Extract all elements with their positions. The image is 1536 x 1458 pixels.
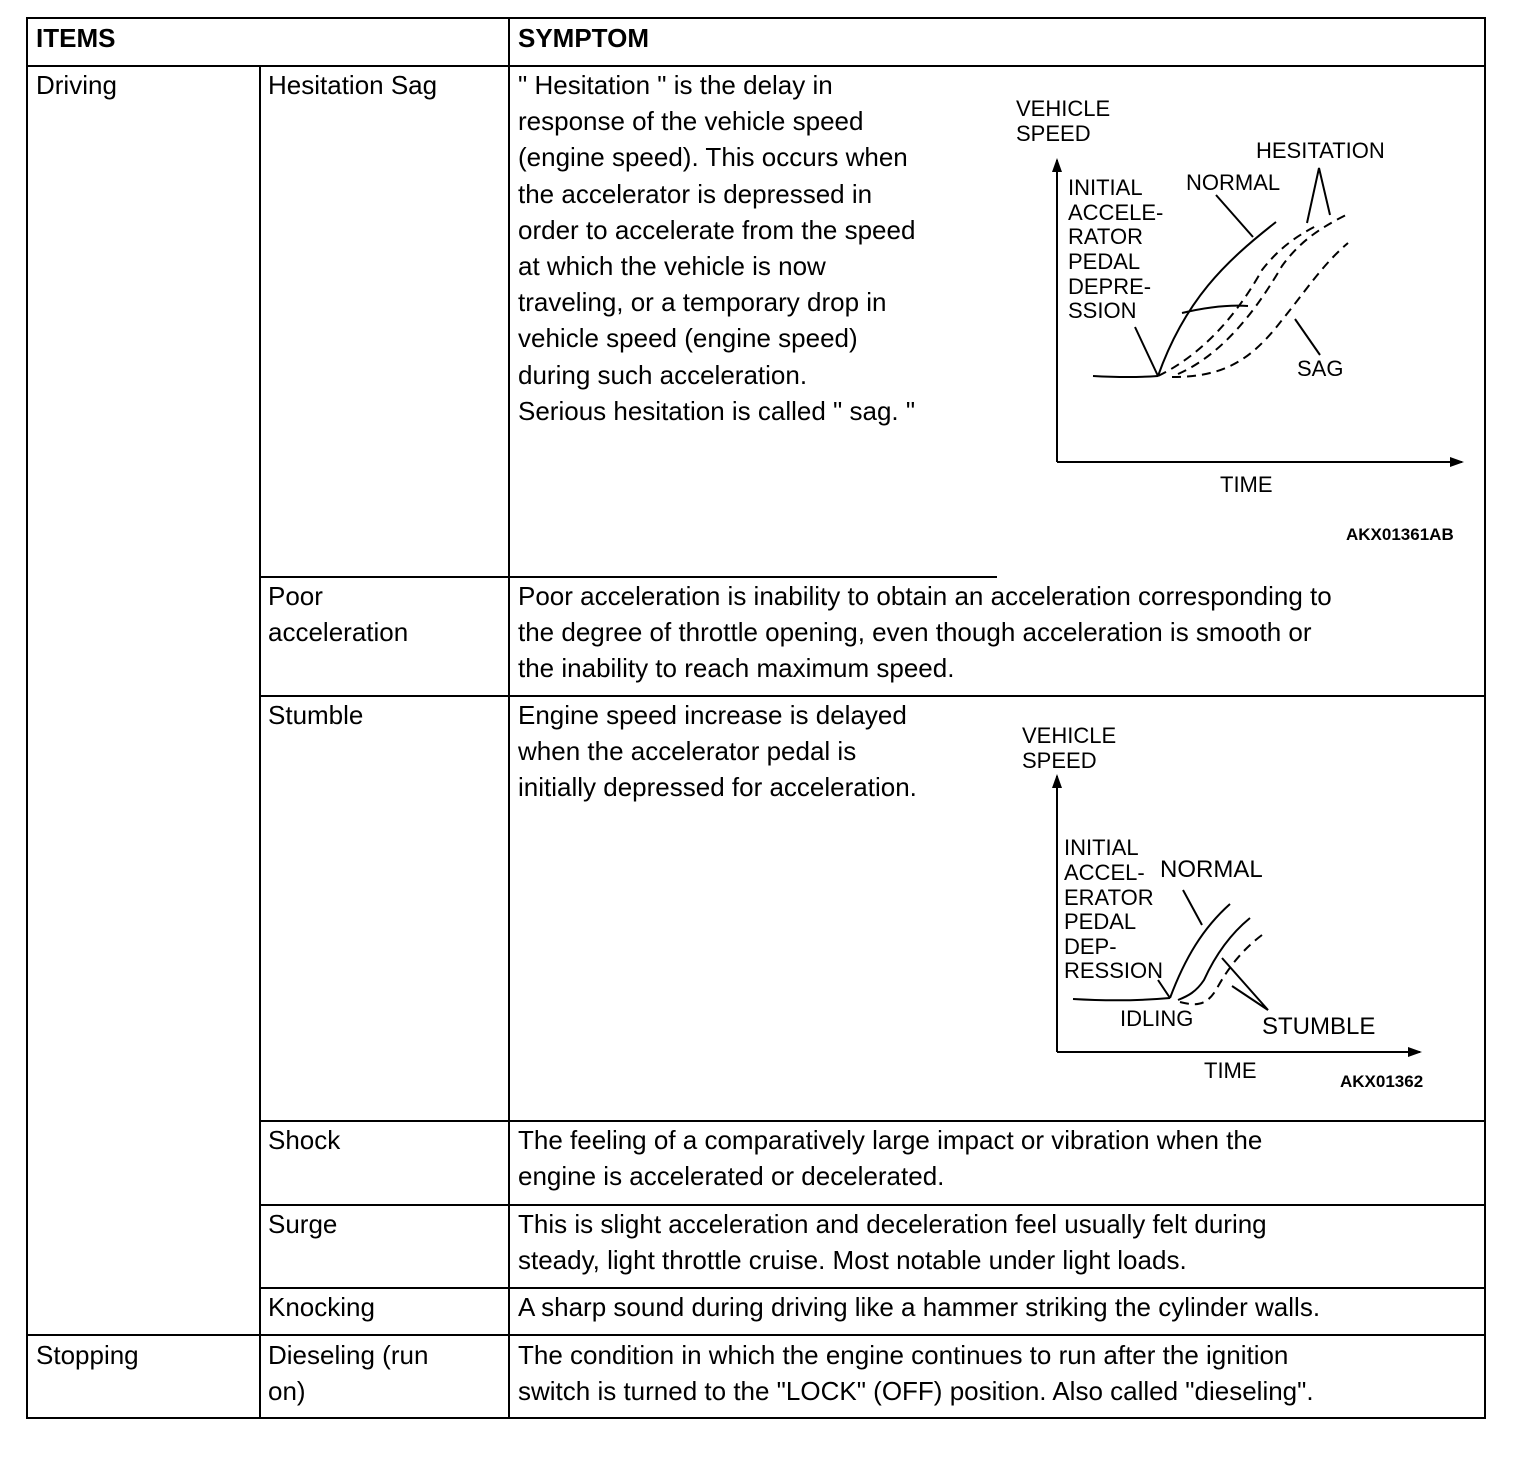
idling-label: IDLING xyxy=(1120,1006,1194,1031)
initial-label-line: PEDAL xyxy=(1068,249,1141,274)
item-line: Dieseling (run xyxy=(268,1340,429,1370)
hesitation-label: HESITATION xyxy=(1256,138,1385,163)
header-symptom: SYMPTOM xyxy=(518,23,649,53)
initial-label-line: ERATOR xyxy=(1064,885,1154,910)
initial-label-line: ACCELE- xyxy=(1068,200,1164,225)
idle-curve xyxy=(1073,998,1170,1000)
normal-leader xyxy=(1183,890,1202,925)
symptom-line: The condition in which the engine continues to run after the ignition xyxy=(518,1340,1289,1370)
stumble-leader xyxy=(1222,958,1268,1010)
symptom-line: A sharp sound during driving like a hammer striking the cylinder walls. xyxy=(518,1292,1321,1322)
item-line: acceleration xyxy=(268,617,409,648)
x-axis-label: TIME xyxy=(1220,472,1273,497)
symptom-line: at which the vehicle is now xyxy=(518,251,826,282)
normal-label: NORMAL xyxy=(1186,170,1281,195)
symptom-line: Engine speed increase is delayed xyxy=(518,700,907,730)
initial-label-line: ACCEL- xyxy=(1064,860,1145,885)
initial-label-line: PEDAL xyxy=(1064,909,1137,934)
header-items: ITEMS xyxy=(36,23,116,53)
symptom-line: switch is turned to the "LOCK" (OFF) position. Also called "dieseling". xyxy=(518,1376,1314,1407)
symptom-line: engine is accelerated or decelerated. xyxy=(518,1161,945,1192)
y-axis-label-line: SPEED xyxy=(1016,121,1091,146)
initial-label-line: RATOR xyxy=(1068,224,1143,249)
initial-label-line: DEP- xyxy=(1064,934,1117,959)
stumble-curve-2 xyxy=(1180,935,1262,1004)
symptom-line: This is slight acceleration and deceleration feel usually felt during xyxy=(518,1209,1267,1239)
initial-label-line: INITIAL xyxy=(1064,835,1139,860)
x-axis-label: TIME xyxy=(1204,1058,1257,1083)
symptom-line: during such acceleration. xyxy=(518,359,808,390)
symptom-line: order to accelerate from the speed xyxy=(518,214,916,245)
symptom-line: Poor acceleration is inability to obtain an acceleration corresponding to xyxy=(518,581,1332,611)
symptom-line: The feeling of a comparatively large impact or vibration when the xyxy=(518,1125,1263,1155)
y-axis-label-line: VEHICLE xyxy=(1016,96,1111,121)
symptom-line: the accelerator is depressed in xyxy=(518,178,873,209)
figure-code: AKX01362 xyxy=(1340,1072,1424,1091)
initial-label-line: DEPRE- xyxy=(1068,274,1152,299)
stumble-curve-1 xyxy=(1178,918,1250,1000)
symptom-line: response of the vehicle speed xyxy=(518,106,864,137)
symptom-line: (engine speed). This occurs when xyxy=(518,142,908,173)
item-stumble: Stumble xyxy=(268,700,364,730)
initial-label-line: SSION xyxy=(1068,298,1137,323)
normal-label: NORMAL xyxy=(1160,856,1263,883)
sag-label: SAG xyxy=(1297,356,1344,381)
symptom-line: Serious hesitation is called " sag. " xyxy=(518,395,916,426)
initial-label-line: INITIAL xyxy=(1068,175,1143,200)
item-shock: Shock xyxy=(268,1125,341,1155)
item-line: on) xyxy=(268,1376,306,1407)
symptom-line: vehicle speed (engine speed) xyxy=(518,323,858,354)
symptom-line: " Hesitation " is the delay in xyxy=(518,70,833,100)
symptom-line: traveling, or a temporary drop in xyxy=(518,287,887,318)
item-hesitation-sag: Hesitation Sag xyxy=(268,70,438,100)
symptom-line: steady, light throttle cruise. Most notable under light loads. xyxy=(518,1245,1187,1276)
item-knocking: Knocking xyxy=(268,1292,375,1322)
y-axis-label-line: SPEED xyxy=(1022,748,1097,773)
group-stopping: Stopping xyxy=(36,1340,139,1370)
item-line: Poor xyxy=(268,581,323,611)
figure-code: AKX01361AB xyxy=(1346,525,1454,544)
initial-label-line: RESSION xyxy=(1064,958,1164,983)
group-driving: Driving xyxy=(36,70,117,100)
item-surge: Surge xyxy=(268,1209,338,1239)
symptom-line: the degree of throttle opening, even though acceleration is smooth or xyxy=(518,617,1312,648)
stumble-label: STUMBLE xyxy=(1262,1013,1376,1040)
symptom-line: initially depressed for acceleration. xyxy=(518,772,917,803)
symptom-line: the inability to reach maximum speed. xyxy=(518,653,955,684)
symptom-line: when the accelerator pedal is xyxy=(518,736,857,767)
y-axis-label-line: VEHICLE xyxy=(1022,723,1117,748)
